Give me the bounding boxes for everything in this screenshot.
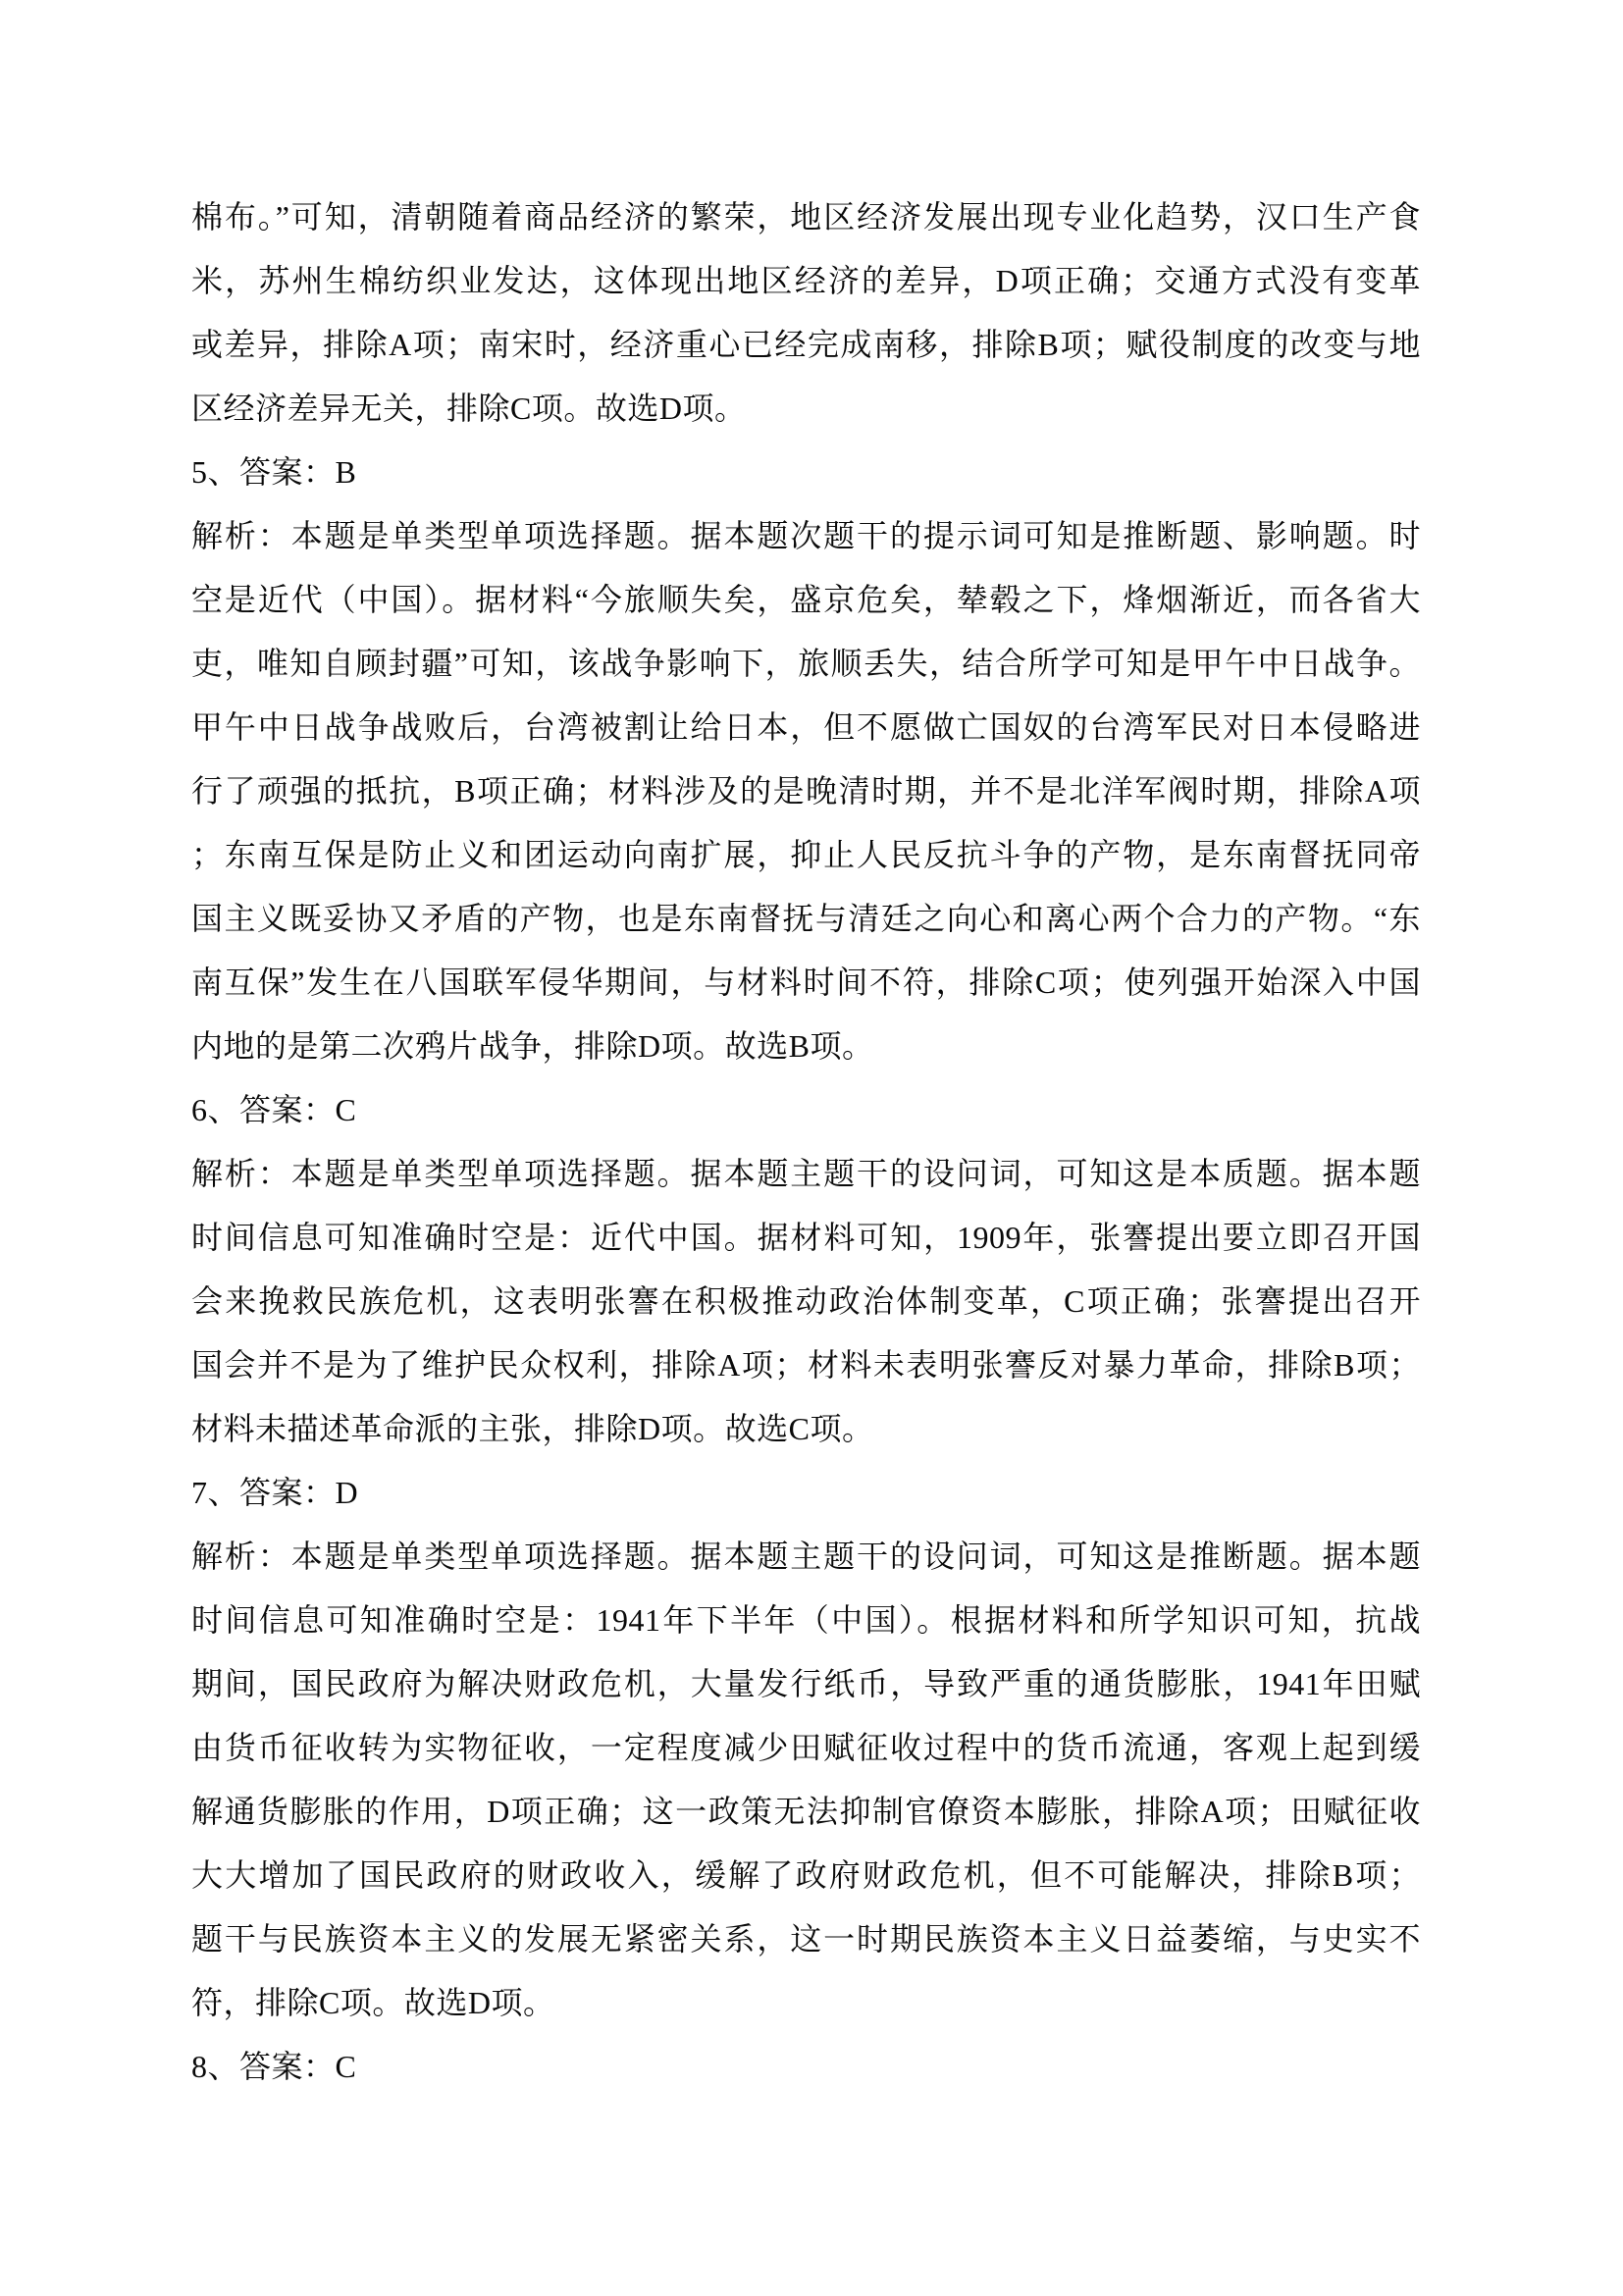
text-line: 材料未描述革命派的主张，排除D项。故选C项。 bbox=[191, 1411, 874, 1446]
text-line: 时间信息可知准确时空是：1941年下半年（中国）。根据材料和所学知识可知，抗战 bbox=[191, 1602, 1421, 1638]
text-line: 解析：本题是单类型单项选择题。据本题次题干的提示词可知是推断题、影响题。时 bbox=[191, 518, 1421, 553]
text-line: 6、答案：C bbox=[191, 1092, 357, 1127]
text-line: 5、答案：B bbox=[191, 454, 357, 490]
text-line: ；东南互保是防止义和团运动向南扩展，抑止人民反抗斗争的产物，是东南督抚同帝 bbox=[191, 837, 1421, 872]
text-line: 空是近代（中国）。据材料“今旅顺失矣，盛京危矣，辇毂之下，烽烟渐近，而各省大 bbox=[191, 582, 1421, 617]
text-line: 国会并不是为了维护民众权利，排除A项；材料未表明张謇反对暴力革命，排除B项； bbox=[191, 1347, 1421, 1383]
text-line: 甲午中日战争战败后，台湾被割让给日本，但不愿做亡国奴的台湾军民对日本侵略进 bbox=[191, 709, 1421, 745]
text-line: 解析：本题是单类型单项选择题。据本题主题干的设问词，可知这是本质题。据本题 bbox=[191, 1156, 1421, 1191]
text-line: 国主义既妥协又矛盾的产物，也是东南督抚与清廷之向心和离心两个合力的产物。“东 bbox=[191, 901, 1421, 936]
answer-key-text-block bbox=[191, 185, 1421, 2099]
text-line: 解通货膨胀的作用，D项正确；这一政策无法抑制官僚资本膨胀，排除A项；田赋征收 bbox=[191, 1794, 1421, 1829]
text-line: 南互保”发生在八国联军侵华期间，与材料时间不符，排除C项；使列强开始深入中国 bbox=[191, 965, 1421, 1000]
text-line: 题干与民族资本主义的发展无紧密关系，这一时期民族资本主义日益萎缩，与史实不 bbox=[191, 1921, 1421, 1957]
text-line: 内地的是第二次鸦片战争，排除D项。故选B项。 bbox=[191, 1028, 874, 1064]
text-line: 棉布。”可知，清朝随着商品经济的繁荣，地区经济发展出现专业化趋势，汉口生产食 bbox=[191, 199, 1421, 235]
text-line: 行了顽强的抵抗，B项正确；材料涉及的是晚清时期，并不是北洋军阀时期，排除A项 bbox=[191, 773, 1421, 809]
text-line: 大大增加了国民政府的财政收入，缓解了政府财政危机，但不可能解决，排除B项； bbox=[191, 1857, 1421, 1893]
text-line: 会来挽救民族危机，这表明张謇在积极推动政治体制变革，C项正确；张謇提出召开 bbox=[191, 1283, 1421, 1319]
text-line: 区经济差异无关，排除C项。故选D项。 bbox=[191, 391, 747, 426]
text-line: 解析：本题是单类型单项选择题。据本题主题干的设问词，可知这是推断题。据本题 bbox=[191, 1539, 1421, 1574]
text-line: 7、答案：D bbox=[191, 1475, 359, 1510]
text-line: 由货币征收转为实物征收，一定程度减少田赋征收过程中的货币流通，客观上起到缓 bbox=[191, 1730, 1421, 1765]
text-line: 米，苏州生棉纺织业发达，这体现出地区经济的差异，D项正确；交通方式没有变革 bbox=[191, 263, 1421, 298]
text-line: 吏，唯知自顾封疆”可知，该战争影响下，旅顺丢失，结合所学可知是甲午中日战争。 bbox=[191, 646, 1421, 681]
text-line: 符，排除C项。故选D项。 bbox=[191, 1985, 555, 2020]
text-line: 时间信息可知准确时空是：近代中国。据材料可知，1909年，张謇提出要立即召开国 bbox=[191, 1220, 1421, 1255]
text-line: 8、答案：C bbox=[191, 2049, 357, 2084]
text-line: 或差异，排除A项；南宋时，经济重心已经完成南移，排除B项；赋役制度的改变与地 bbox=[191, 327, 1421, 362]
text-line: 期间，国民政府为解决财政危机，大量发行纸币，导致严重的通货膨胀，1941年田赋 bbox=[191, 1666, 1421, 1701]
